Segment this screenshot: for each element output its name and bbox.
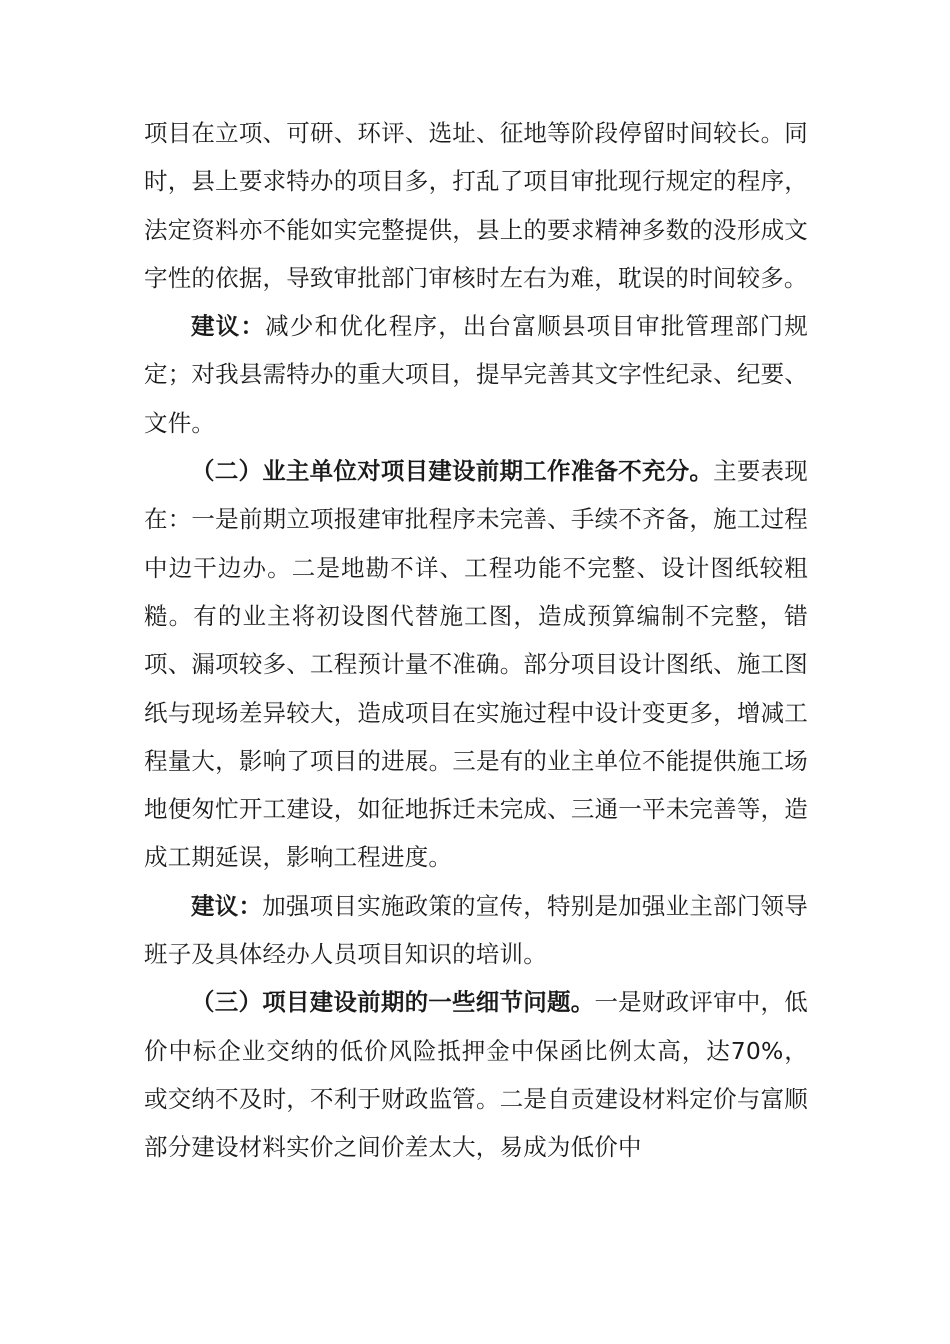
paragraph-text: 主要表现在：一是前期立项报建审批程序未完善、手续不齐备，施工过程中边干边办。二是地勘不详、工程功能不完整、设计图纸较粗糙。有的业主将初设图代替施工图，造成预算编制不完整，错项、漏项较多、工程预计量不准确。部分项目设计图纸、施工图纸与现场差异较大，造成项目在实施过程中设计变更多，增减工程量大，影响了项目的进展。三是有的业主单位不能提供施工场地便匆忙开工建设，如征地拆迁未完成、三通一平未完善等，造成工期延误，影响工程进度。 — [144, 457, 808, 872]
paragraph-suggestion-1 — [144, 302, 808, 447]
paragraph-lead: 建议： — [191, 312, 266, 341]
paragraph-lead: 建议： — [191, 891, 263, 920]
paragraph-section-2 — [144, 447, 808, 882]
paragraph-text: 减少和优化程序，出台富顺县项目审批管理部门规定；对我县需特办的重大项目，提早完善其文字性纪录、纪要、文件。 — [144, 312, 808, 437]
section-heading: （三）项目建设前期的一些细节问题。 — [191, 988, 595, 1017]
paragraph-section-3 — [144, 978, 808, 1171]
section-heading: （二）业主单位对项目建设前期工作准备不充分。 — [191, 457, 714, 486]
paragraph-text: 项目在立项、可研、环评、选址、征地等阶段停留时间较长。同时，县上要求特办的项目多，打乱了项目审批现行规定的程序，法定资料亦不能如实完整提供，县上的要求精神多数的没形成文字性的依据，导致审批部门审核时左右为难，耽误的时间较多。 — [144, 119, 808, 292]
paragraph-suggestion-2 — [144, 882, 808, 979]
document-body — [144, 109, 808, 1172]
paragraph-text: 一是财政评审中，低价中标企业交纳的低价风险抵押金中保函比例太高，达70%，或交纳不及时，不利于财政监管。二是自贡建设材料定价与富顺部分建设材料实价之间价差太大，易成为低价中 — [144, 988, 808, 1162]
paragraph-continuation — [144, 109, 808, 302]
paragraph-text: 加强项目实施政策的宣传，特别是加强业主部门领导班子及具体经办人员项目知识的培训。 — [144, 891, 808, 969]
